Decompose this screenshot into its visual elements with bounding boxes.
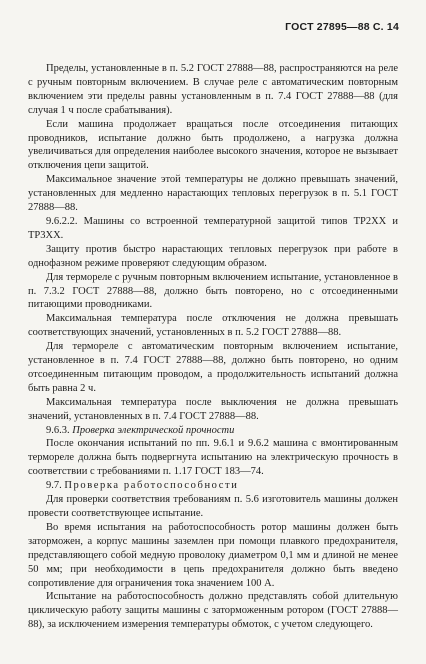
paragraph: Пределы, установленные в п. 5.2 ГОСТ 27888—88, распространяются на реле с ручным повторным включением. В случае реле с автоматическим повторным включением эти пределы равны установленным в п. 7.4 ГОСТ 27888—88 (для случая 1 ч после срабатывания). — [28, 63, 398, 116]
paragraph: Для терморелe с ручным повторным включением испытание, установленное в п. 7.3.2 ГОСТ 27888—88, должно быть повторено, но с отсоединенными питающими проводниками. — [28, 271, 398, 311]
section-title: Проверка электрической прочности — [72, 424, 235, 436]
paragraph: Для терморелe с автоматическим повторным включением испытание, установленное в п. 7.4 ГОСТ 27888—88, должно быть повторено, но одним отсоединенным питающим проводом, а продолжительность испытаний должна быть равна 2 ч. — [28, 341, 398, 394]
paragraph: Максимальная температура после отключения не должна превышать соответствующих значений, установленных в п. 5.2 ГОСТ 27888—88. — [28, 313, 398, 339]
paragraph: После окончания испытаний по пп. 9.6.1 и 9.6.2 машина с вмонтированным терморелe должна быть подвергнута испытанию на электрическую прочность в соответствии с требованиями п. 1.17 ГОСТ 183—74. — [28, 438, 398, 478]
paragraph: Защиту против быстро нарастающих тепловых перегрузок при работе в однофазном режиме проверяют следующим образом. — [28, 243, 398, 269]
paragraph: 9.6.2.2. Машины со встроенной температурной защитой типов ТР2ХХ и ТР3ХХ. — [28, 215, 398, 241]
section-number: 9.6.3. — [46, 424, 70, 436]
paragraph: Если машина продолжает вращаться после отсоединения питающих проводников, испытание должно быть продолжено, а нагрузка должна увеличиваться для определения наиболее высокого значения, которое не вызывает отключения цепи защитой. — [28, 118, 398, 172]
body-text — [28, 62, 398, 632]
section-number: 9.7. — [46, 480, 62, 492]
paragraph: Максимальная температура после выключения не должна превышать значений, установленных в п. 7.4 ГОСТ 27888—88. — [28, 396, 398, 422]
section-heading-9-6-3 — [28, 424, 398, 438]
section-title: Проверка работоспособности — [64, 480, 239, 492]
paragraph: Испытание на работоспособность должно представлять собой длительную циклическую работу защиты машины с заторможенным ротором (ГОСТ 27888—88), за исключением измерения температуры обмоток, с учетом следующего. — [28, 591, 398, 631]
paragraph: Для проверки соответствия требованиям п. 5.6 изготовитель машины должен провести соответствующее испытание. — [28, 494, 398, 519]
section-heading-9-7 — [28, 479, 398, 493]
paragraph: Во время испытания на работоспособность ротор машины должен быть заторможен, а корпус машины заземлен при помощи плавкого предохранителя, представляющего собой медную проволоку диаметром 0,1 мм и длиной не менее 50 мм; при необходимости в цепь предохранителя должно быть введено сопротивление для ограничения тока значением 100 А. — [28, 521, 398, 589]
page-header: ГОСТ 27895—88 С. 14 — [285, 21, 399, 33]
paragraph: Максимальное значение этой температуры не должно превышать значений, установленных для медленно нарастающих тепловых перегрузок в п. 5.1 ГОСТ 27888—88. — [28, 174, 398, 214]
